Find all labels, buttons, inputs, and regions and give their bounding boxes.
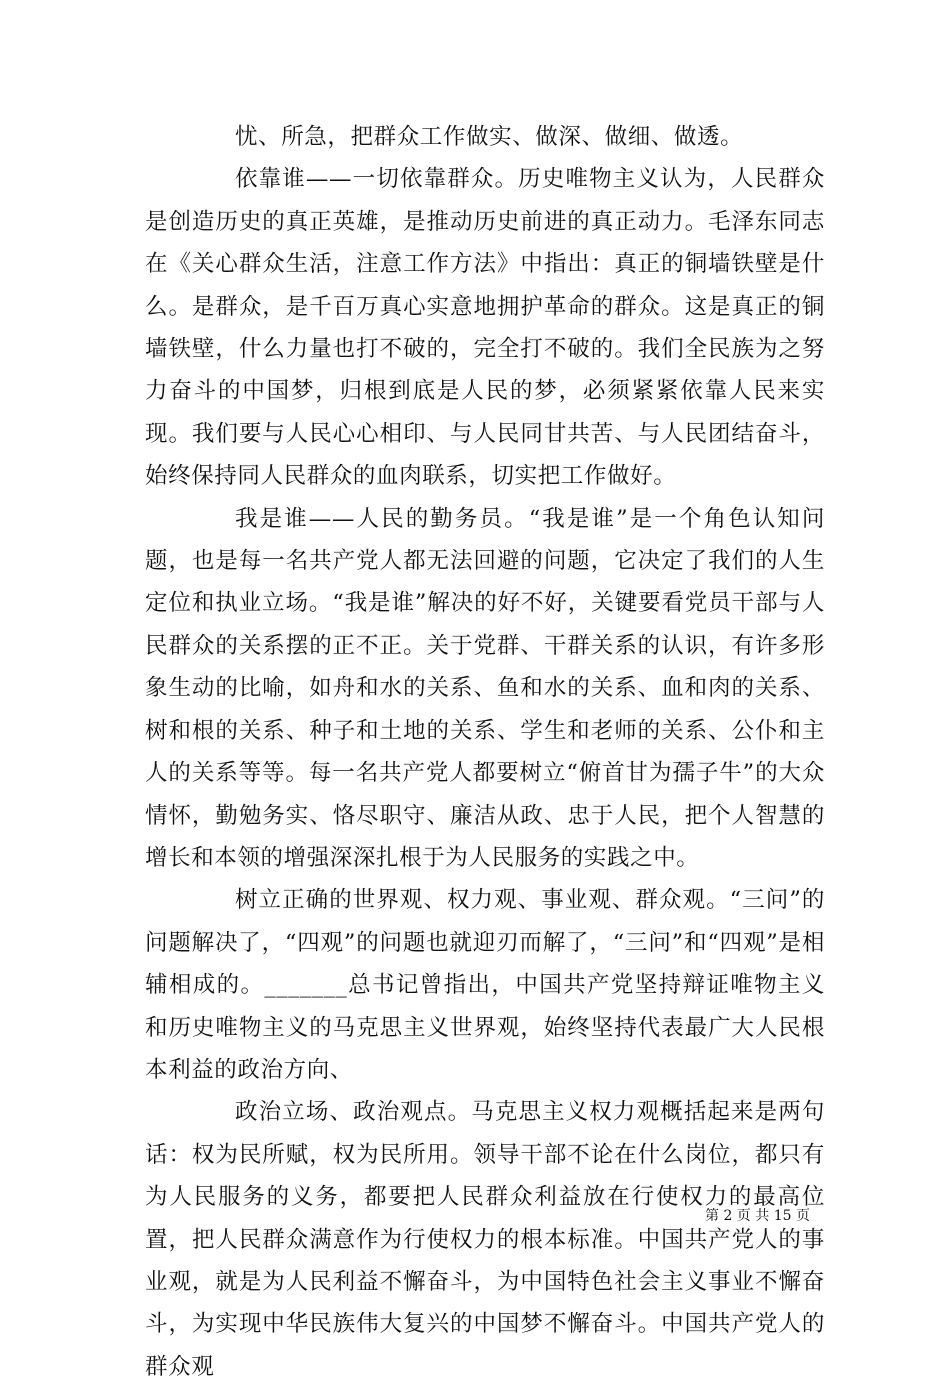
paragraph-who-am-i: 我是谁——人民的勤务员。“我是谁”是一个角色认知问题，也是每一名共产党人都无法回避的问题，它决定了我们的人生定位和执业立场。“我是谁”解决的好不好，关键要看党员干部与人民群众的关系摆的正不正。关于党群、干群关系的认识，有许多形象生动的比喻，如舟和水的关系、鱼和水的关系、血和肉的关系、树和根的关系、种子和土地的关系、学生和老师的关系、公仆和主人的关系等等。每一名共产党人都要树立“俯首甘为孺子牛”的大众情怀，勤勉务实、恪尽职守、廉洁从政、忠于人民，把个人智慧的增长和本领的增强深深扎根于为人民服务的实践之中。 <box>145 505 825 871</box>
paragraph-continuation: 忧、所急，把群众工作做实、做深、做细、做透。 <box>235 124 744 150</box>
paragraph-political-stance: 政治立场、政治观点。马克思主义权力观概括起来是两句话：权为民所赋，权为民所用。领导干部不论在什么岗位，都只有为人民服务的义务，都要把人民群众利益放在行使权力的最高位置，把人民群众满意作为行使权力的根本标准。中国共产党人的事业观，就是为人民利益不懈奋斗，为中国特色社会主义事业不懈奋斗，为实现中华民族伟大复兴的中国梦不懈奋斗。中国共产党人的群众观 <box>145 1099 825 1380</box>
body-text <box>145 116 825 1388</box>
paragraph-four-views: 树立正确的世界观、权力观、事业观、群众观。“三问”的问题解决了，“四观”的问题也就迎刃而解了，“三问”和“四观”是相辅相成的。_______总书记曾指出，中国共产党坚持辩证唯物主义和历史唯物主义的马克思主义世界观，始终坚持代表最广大人民根本利益的政治方向、 <box>145 887 825 1083</box>
paragraph-rely-on-whom: 依靠谁——一切依靠群众。历史唯物主义认为，人民群众是创造历史的真正英雄，是推动历史前进的真正动力。毛泽东同志在《关心群众生活，注意工作方法》中指出：真正的铜墙铁壁是什么。是群众，是千百万真心实意地拥护革命的群众。这是真正的铜墙铁壁，什么力量也打不破的，完全打不破的。我们全民族为之努力奋斗的中国梦，归根到底是人民的梦，必须紧紧依靠人民来实现。我们要与人民心心相印、与人民同甘共苦、与人民团结奋斗，始终保持同人民群众的血肉联系，切实把工作做好。 <box>145 166 825 490</box>
page-number-footer: 第 2 页 共 15 页 <box>705 1208 810 1224</box>
